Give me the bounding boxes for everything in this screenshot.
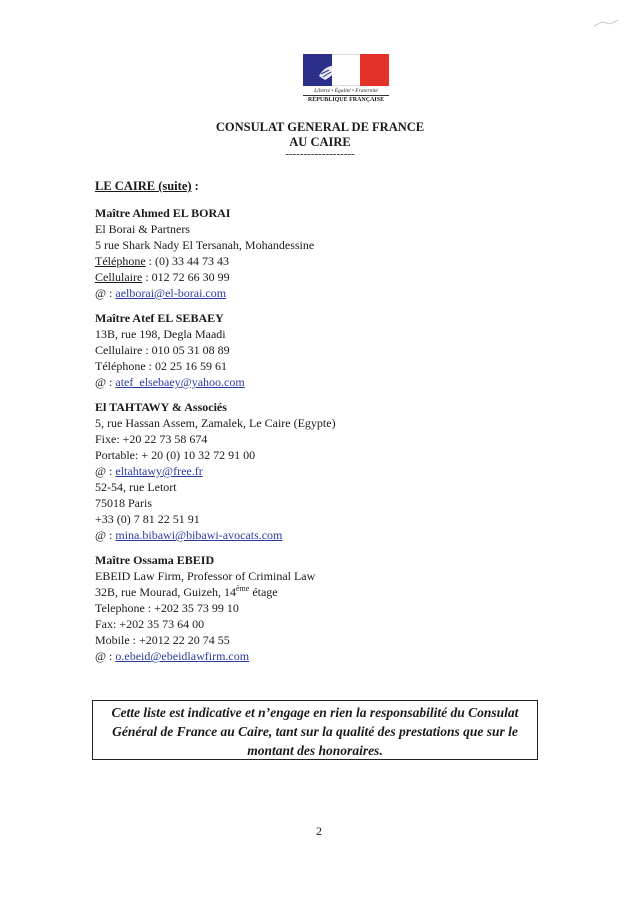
page-number: 2 — [316, 824, 322, 838]
consulate-city: AU CAIRE — [289, 135, 351, 149]
email-line: @ : aelborai@el-borai.com — [95, 286, 227, 300]
republic-motto: Liberté • Égalité • Fraternité — [314, 88, 378, 94]
fax-line: Fax: +202 35 73 64 00 — [95, 617, 205, 631]
email-link[interactable]: mina.bibawi@bibawi-avocats.com — [115, 528, 283, 542]
firm-name: EBEID Law Firm, Professor of Criminal Law — [95, 569, 316, 583]
header-rule: ------------------- — [285, 148, 355, 160]
email-line: @ : o.ebeid@ebeidlawfirm.com — [95, 649, 250, 663]
section-title-text: LE CAIRE (suite) — [95, 179, 192, 193]
mobile-line: Cellulaire : 010 05 31 08 89 — [95, 343, 230, 357]
section-title: LE CAIRE (suite) : — [95, 179, 199, 193]
paris-address-street: 52-54, rue Letort — [95, 480, 177, 494]
phone-line: Téléphone : 02 25 16 59 61 — [95, 359, 227, 373]
email-line: @ : atef_elsebaey@yahoo.com — [95, 375, 245, 389]
address: 13B, rue 198, Degla Maadi — [95, 327, 226, 341]
phone-line: Telephone : +202 35 73 99 10 — [95, 601, 239, 615]
paris-phone-line: +33 (0) 7 81 22 51 91 — [95, 512, 200, 526]
email-link[interactable]: atef_elsebaey@yahoo.com — [115, 375, 245, 389]
email-line: @ : eltahtawy@free.fr — [95, 464, 203, 478]
disclaimer-box — [92, 700, 538, 760]
disclaimer-line: Cette liste est indicative et n’engage en rien la responsabilité du Consulat — [111, 705, 519, 720]
lawyer-name: Maître Atef EL SEBAEY — [95, 311, 224, 325]
email-line: @ : mina.bibawi@bibawi-avocats.com — [95, 528, 283, 542]
mobile-line: Portable: + 20 (0) 10 32 72 91 00 — [95, 448, 256, 462]
marianne-logo — [303, 54, 389, 103]
disclaimer-line: Général de France au Caire, tant sur la qualité des prestations que sur le — [112, 724, 518, 739]
firm-name: El Borai & Partners — [95, 222, 190, 236]
marianne-profile-icon — [315, 60, 355, 82]
mobile-line: Cellulaire : 012 72 66 30 99 — [95, 270, 230, 284]
firm-title: El TAHTAWY & Associés — [95, 400, 227, 414]
scan-mark-decoration — [592, 18, 620, 30]
consulate-title: CONSULAT GENERAL DE FRANCE — [215, 120, 425, 134]
lawyer-name: Maître Ahmed EL BORAI — [95, 206, 231, 220]
email-link[interactable]: o.ebeid@ebeidlawfirm.com — [115, 649, 250, 663]
address: 5, rue Hassan Assem, Zamalek, Le Caire (Egypte) — [95, 416, 336, 430]
email-link[interactable]: aelborai@el-borai.com — [115, 286, 227, 300]
disclaimer-line: montant des honoraires. — [247, 743, 383, 758]
fixed-phone-line: Fixe: +20 22 73 58 674 — [95, 432, 208, 446]
address: 32B, rue Mourad, Guizeh, 14ème étage — [95, 584, 278, 599]
phone-line: Téléphone : (0) 33 44 73 43 — [95, 254, 229, 268]
lawyer-name: Maître Ossama EBEID — [95, 553, 215, 567]
mobile-line: Mobile : +2012 22 20 74 55 — [95, 633, 230, 647]
republic-name: RÉPUBLIQUE FRANÇAISE — [303, 95, 389, 103]
address: 5 rue Shark Nady El Tersanah, Mohandessine — [95, 238, 315, 252]
paris-address-city: 75018 Paris — [95, 496, 152, 510]
email-link[interactable]: eltahtawy@free.fr — [115, 464, 203, 478]
